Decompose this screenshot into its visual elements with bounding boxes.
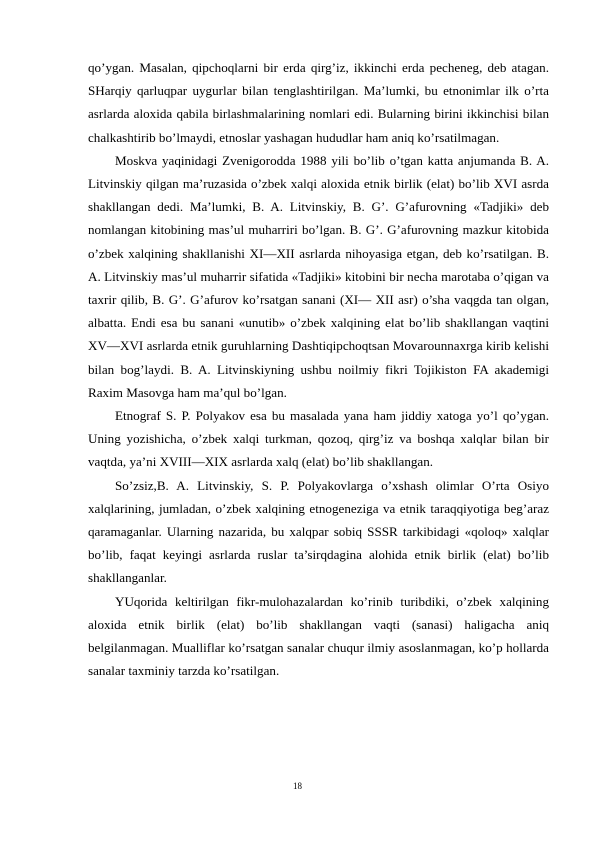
- document-page: [88, 56, 549, 682]
- paragraph-conclusion: YUqorida keltirilgan fikr-mulohazalardan ko’rinib turibdiki, o’zbek xalqining aloxida etnik birlik (elat) bo’lib shakllangan vaqti (sanasi) haligacha aniq belgilanmagan. Mualliflar ko’rsatgan sanalar chuqur ilmiy asoslanmagan, ko’p hollarda sanalar taxminiy tarzda ko’rsatilgan.: [88, 593, 549, 679]
- paragraph-continuation: qo’ygan. Masalan, qipchoqlarni bir erda qirg’iz, ikkinchi erda pecheneg, deb atagan. SHarqiy qarluqpar uygurlar bilan tenglashtirilgan. Ma’lumki, bu etnonimlar ilk o’rta asrlarda aloxida qabila birlashmalarining nomlari edi. Bularning birini ikkinchisi bilan chalkashtirib bo’lmaydi, etnoslar yashagan hududlar ham aniq ko’rsatilmagan.: [88, 60, 549, 145]
- paragraph-soviet-view: So’zsiz,B. A. Litvinskiy, S. P. Polyakovlarga o’xshash olimlar O’rta Osiyo xalqlarining, jumladan, o’zbek xalqining etnogeneziga va etnik taraqqiyotiga beg’araz qaramaganlar. Ularning nazarida, bu xalqpar sobiq SSSR tarkibidagi «qoloq» xalqlar bo’lib, faqat keyingi asrlarda ruslar ta’sirqdagina alohida etnik birlik (elat) bo’lib shakllanganlar.: [88, 477, 549, 586]
- paragraph-zvenigorod-conference: Moskva yaqinidagi Zvenigorodda 1988 yili bo’lib o’tgan katta anjumanda B. A. Litvinskiy qilgan ma’ruzasida o’zbek xalqi aloxida etnik birlik (elat) bo’lib XVI asrda shakllangan dedi. Ma’lumki, B. A. Litvinskiy, B. G’. G’afurovning «Tadjiki» deb nomlangan kitobining mas’ul muharriri bo’lgan. B. G’. G’afurovning mazkur kitobida o’zbek xalqining shakllanishi XI—XII asrlarda nihoyasiga etgan, deb ko’rsatilgan. B. A. Litvinskiy mas’ul muharrir sifatida «Tadjiki» kitobini bir necha marotaba o’qigan va taxrir qilib, B. G’. G’afurov ko’rsatgan sanani (XI— XII asr) o’sha vaqgda tan olgan, albatta. Endi esa bu sanani «unutib» o’zbek xalqining elat bo’lib shakllangan vaqtini XV—XVI asrlarda etnik guruhlarning Dashtiqipchoqtsan Movarounnaxrga kirib kelishi bilan bog’laydi. B. A. Litvinskiyning ushbu noilmiy fikri Tojikiston FA akademigi Raxim Masovga ham ma’qul bo’lgan.: [88, 152, 549, 400]
- paragraph-polyakov: Etnograf S. P. Polyakov esa bu masalada yana ham jiddiy xatoga yo’l qo’ygan. Uning yozishicha, o’zbek xalqi turkman, qozoq, qirg’iz va boshqa xalqlar bilan bir vaqtda, ya’ni XVIII—XIX asrlarda xalq (elat) bo’lib shakllangan.: [88, 408, 549, 470]
- page-number: 18: [293, 781, 302, 791]
